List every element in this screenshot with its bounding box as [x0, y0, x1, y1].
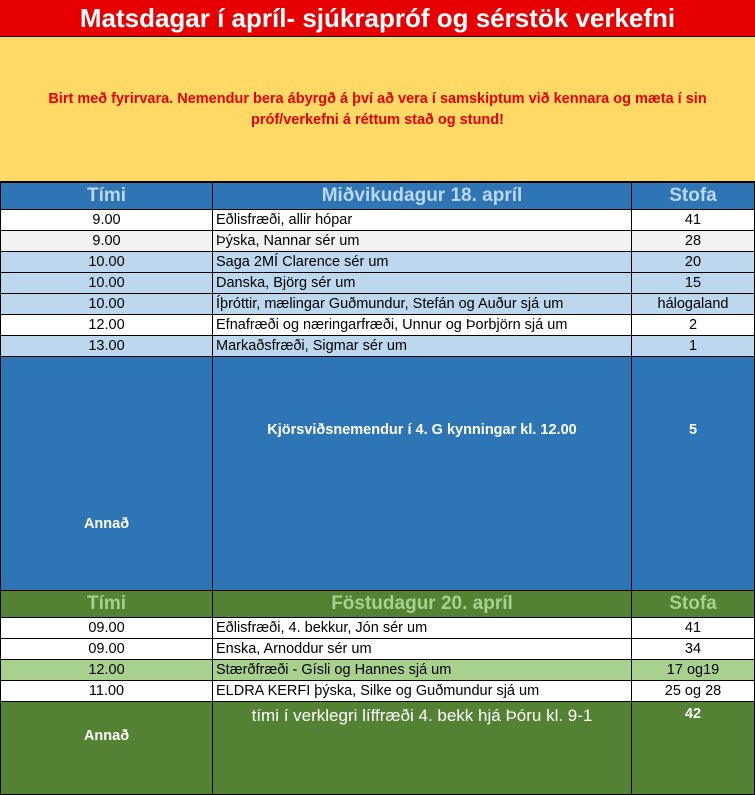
cell-time: 10.00: [1, 294, 213, 315]
table-row: [1, 336, 755, 357]
table-row: [1, 660, 755, 681]
header-time: Tími: [1, 183, 213, 210]
table-row: [1, 639, 755, 660]
header-room: Stofa: [632, 591, 755, 618]
cell-room: hálogaland: [632, 294, 755, 315]
cell-room: 17 og19: [632, 660, 755, 681]
page-title: Matsdagar í apríl- sjúkrapróf og sérstök verkefni: [0, 0, 755, 37]
header-day: Miðvikudagur 18. apríl: [213, 183, 632, 210]
cell-room: 28: [632, 231, 755, 252]
table-row: [1, 252, 755, 273]
notice-text: Birt með fyrirvara. Nemendur bera ábyrgð á því að vera í samskiptum við kennara og mæta í sin próf/verkefni á réttum stað og stund!: [0, 37, 755, 182]
table-header: [1, 183, 755, 210]
cell-subject: ELDRA KERFI þýska, Silke og Guðmundur sjá um: [213, 681, 632, 702]
cell-room: 1: [632, 336, 755, 357]
table-row: [1, 681, 755, 702]
cell-time: 9.00: [1, 231, 213, 252]
other-text: tími í verklegri líffræði 4. bekk hjá Þóru kl. 9-1: [213, 702, 632, 795]
table-row: [1, 231, 755, 252]
table-row: [1, 210, 755, 231]
cell-room: 15: [632, 273, 755, 294]
other-room: 5: [632, 357, 755, 632]
cell-room: 41: [632, 210, 755, 231]
table-row: [1, 294, 755, 315]
header-day: Föstudagur 20. apríl: [213, 591, 632, 618]
cell-room: 41: [632, 618, 755, 639]
cell-time: 11.00: [1, 681, 213, 702]
cell-room: 34: [632, 639, 755, 660]
cell-subject: Íþróttir, mælingar Guðmundur, Stefán og Auður sjá um: [213, 294, 632, 315]
table-row: [1, 618, 755, 639]
cell-time: 9.00: [1, 210, 213, 231]
cell-room: 25 og 28: [632, 681, 755, 702]
other-text: Kjörsviðsnemendur í 4. G kynningar kl. 12.00: [213, 357, 632, 632]
cell-time: 10.00: [1, 252, 213, 273]
cell-subject: Saga 2MÍ Clarence sér um: [213, 252, 632, 273]
cell-time: 12.00: [1, 660, 213, 681]
cell-time: 09.00: [1, 639, 213, 660]
cell-room: 2: [632, 315, 755, 336]
table-row: [1, 273, 755, 294]
other-label: Annað: [1, 702, 213, 795]
cell-subject: Efnafræði og næringarfræði, Unnur og Þorbjörn sjá um: [213, 315, 632, 336]
cell-time: 09.00: [1, 618, 213, 639]
header-time: Tími: [1, 591, 213, 618]
cell-time: 12.00: [1, 315, 213, 336]
other-room: 42: [632, 702, 755, 795]
cell-time: 10.00: [1, 273, 213, 294]
schedule-table-wednesday: [0, 182, 755, 632]
cell-subject: Markaðsfræði, Sigmar sér um: [213, 336, 632, 357]
cell-time: 13.00: [1, 336, 213, 357]
cell-subject: Danska, Björg sér um: [213, 273, 632, 294]
cell-subject: Stærðfræði - Gísli og Hannes sjá um: [213, 660, 632, 681]
cell-subject: Þýska, Nannar sér um: [213, 231, 632, 252]
schedule-table-friday: [0, 590, 755, 795]
other-label-text: Annað: [83, 516, 130, 532]
table-row: [1, 315, 755, 336]
cell-room: 20: [632, 252, 755, 273]
cell-subject: Enska, Arnoddur sér um: [213, 639, 632, 660]
cell-subject: Eðlisfræði, allir hópar: [213, 210, 632, 231]
cell-subject: Eðlisfræði, 4. bekkur, Jón sér um: [213, 618, 632, 639]
other-row: [1, 702, 755, 795]
header-room: Stofa: [632, 183, 755, 210]
table-header: [1, 591, 755, 618]
